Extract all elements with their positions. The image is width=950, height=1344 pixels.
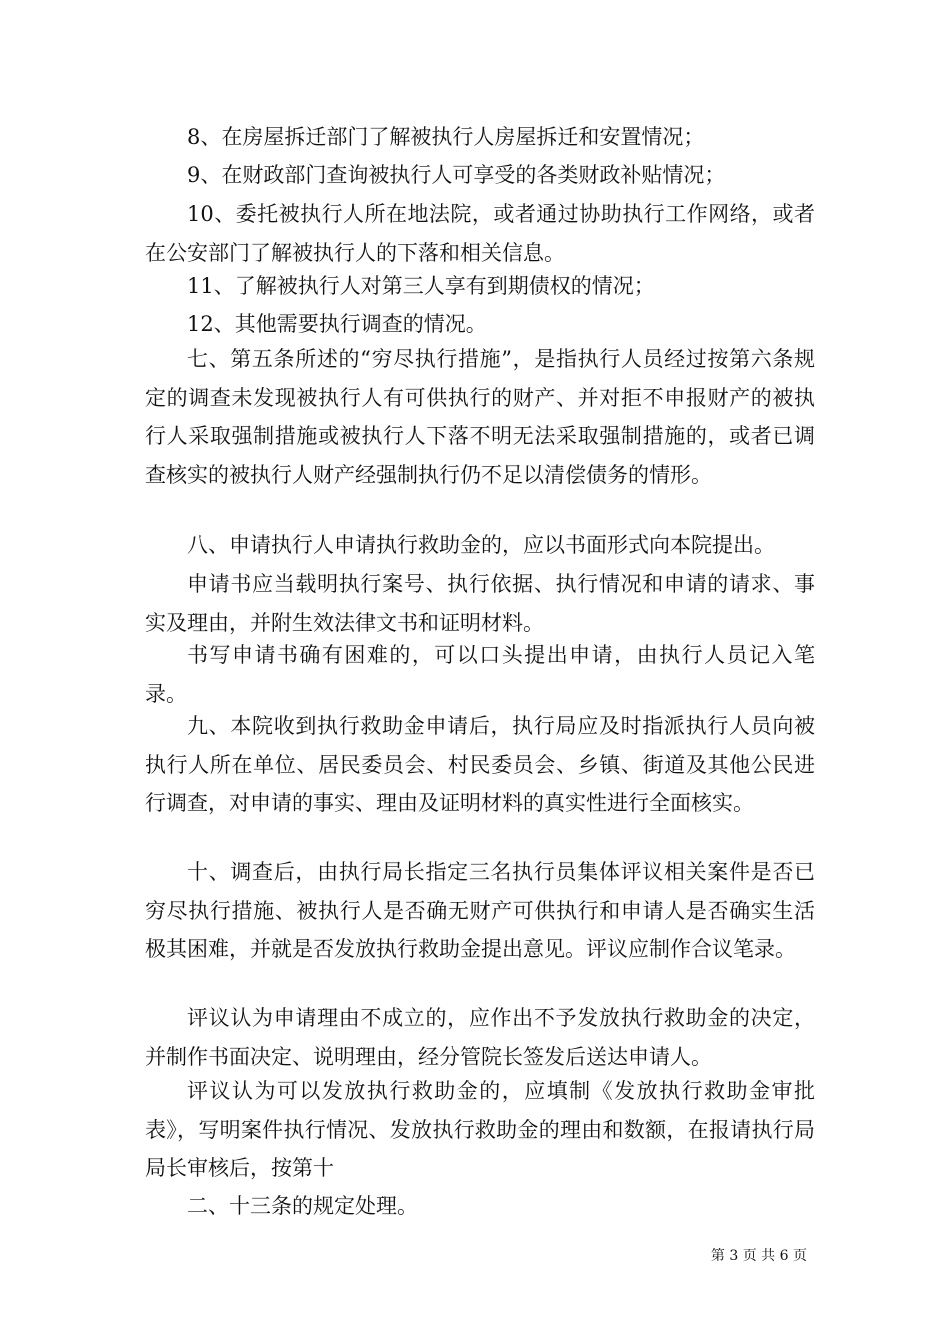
paragraph-oral-application: 书写申请书确有困难的，可以口头提出申请，由执行人员记入笔录。 [145, 643, 815, 706]
paragraph-seven: 七、第五条所述的“穷尽执行措施”，是指执行人员经过按第六条规定的调查未发现被执行人有可供执行的财产、并对拒不申报财产的被执行人采取强制措施或被执行人下落不明无法采取强制措施的，或者已调查核实的被执行人财产经强制执行仍不足以清偿债务的情形。 [145, 347, 815, 488]
paragraph-approve: 评议认为可以发放执行救助金的，应填制《发放执行救助金审批表》，写明案件执行情况、发放执行救助金的理由和数额，在报请执行局局长审核后，按第十 [145, 1079, 815, 1181]
paragraph-11: 11、了解被执行人对第三人享有到期债权的情况； [187, 274, 655, 298]
paragraph-nine: 九、本院收到执行救助金申请后，执行局应及时指派执行人员向被执行人所在单位、居民委员会、村民委员会、乡镇、街道及其他公民进行调查，对申请的事实、理由及证明材料的真实性进行全面核实。 [145, 714, 815, 816]
paragraph-eight: 八、申请执行人申请执行救助金的，应以书面形式向本院提出。 [187, 533, 775, 557]
paragraph-continuation: 二、十三条的规定处理。 [187, 1194, 418, 1218]
paragraph-application-content: 申请书应当载明执行案号、执行依据、执行情况和申请的请求、事实及理由，并附生效法律文书和证明材料。 [145, 572, 815, 635]
paragraph-10: 10、委托被执行人所在地法院，或者通过协助执行工作网络，或者在公安部门了解被执行人的下落和相关信息。 [145, 202, 815, 265]
paragraph-12: 12、其他需要执行调查的情况。 [187, 312, 487, 336]
paragraph-9: 9、在财政部门查询被执行人可享受的各类财政补贴情况； [187, 163, 726, 187]
page-number: 第 3 页 共 6 页 [710, 1248, 807, 1264]
paragraph-ten: 十、调查后，由执行局长指定三名执行员集体评议相关案件是否已穷尽执行措施、被执行人是否确无财产可供执行和申请人是否确实生活极其困难，并就是否发放执行救助金提出意见。评议应制作合议笔录。 [145, 860, 815, 962]
paragraph-8: 8、在房屋拆迁部门了解被执行人房屋拆迁和安置情况； [187, 125, 705, 149]
paragraph-reject: 评议认为申请理由不成立的，应作出不予发放执行救助金的决定，并制作书面决定、说明理由，经分管院长签发后送达申请人。 [145, 1006, 815, 1069]
